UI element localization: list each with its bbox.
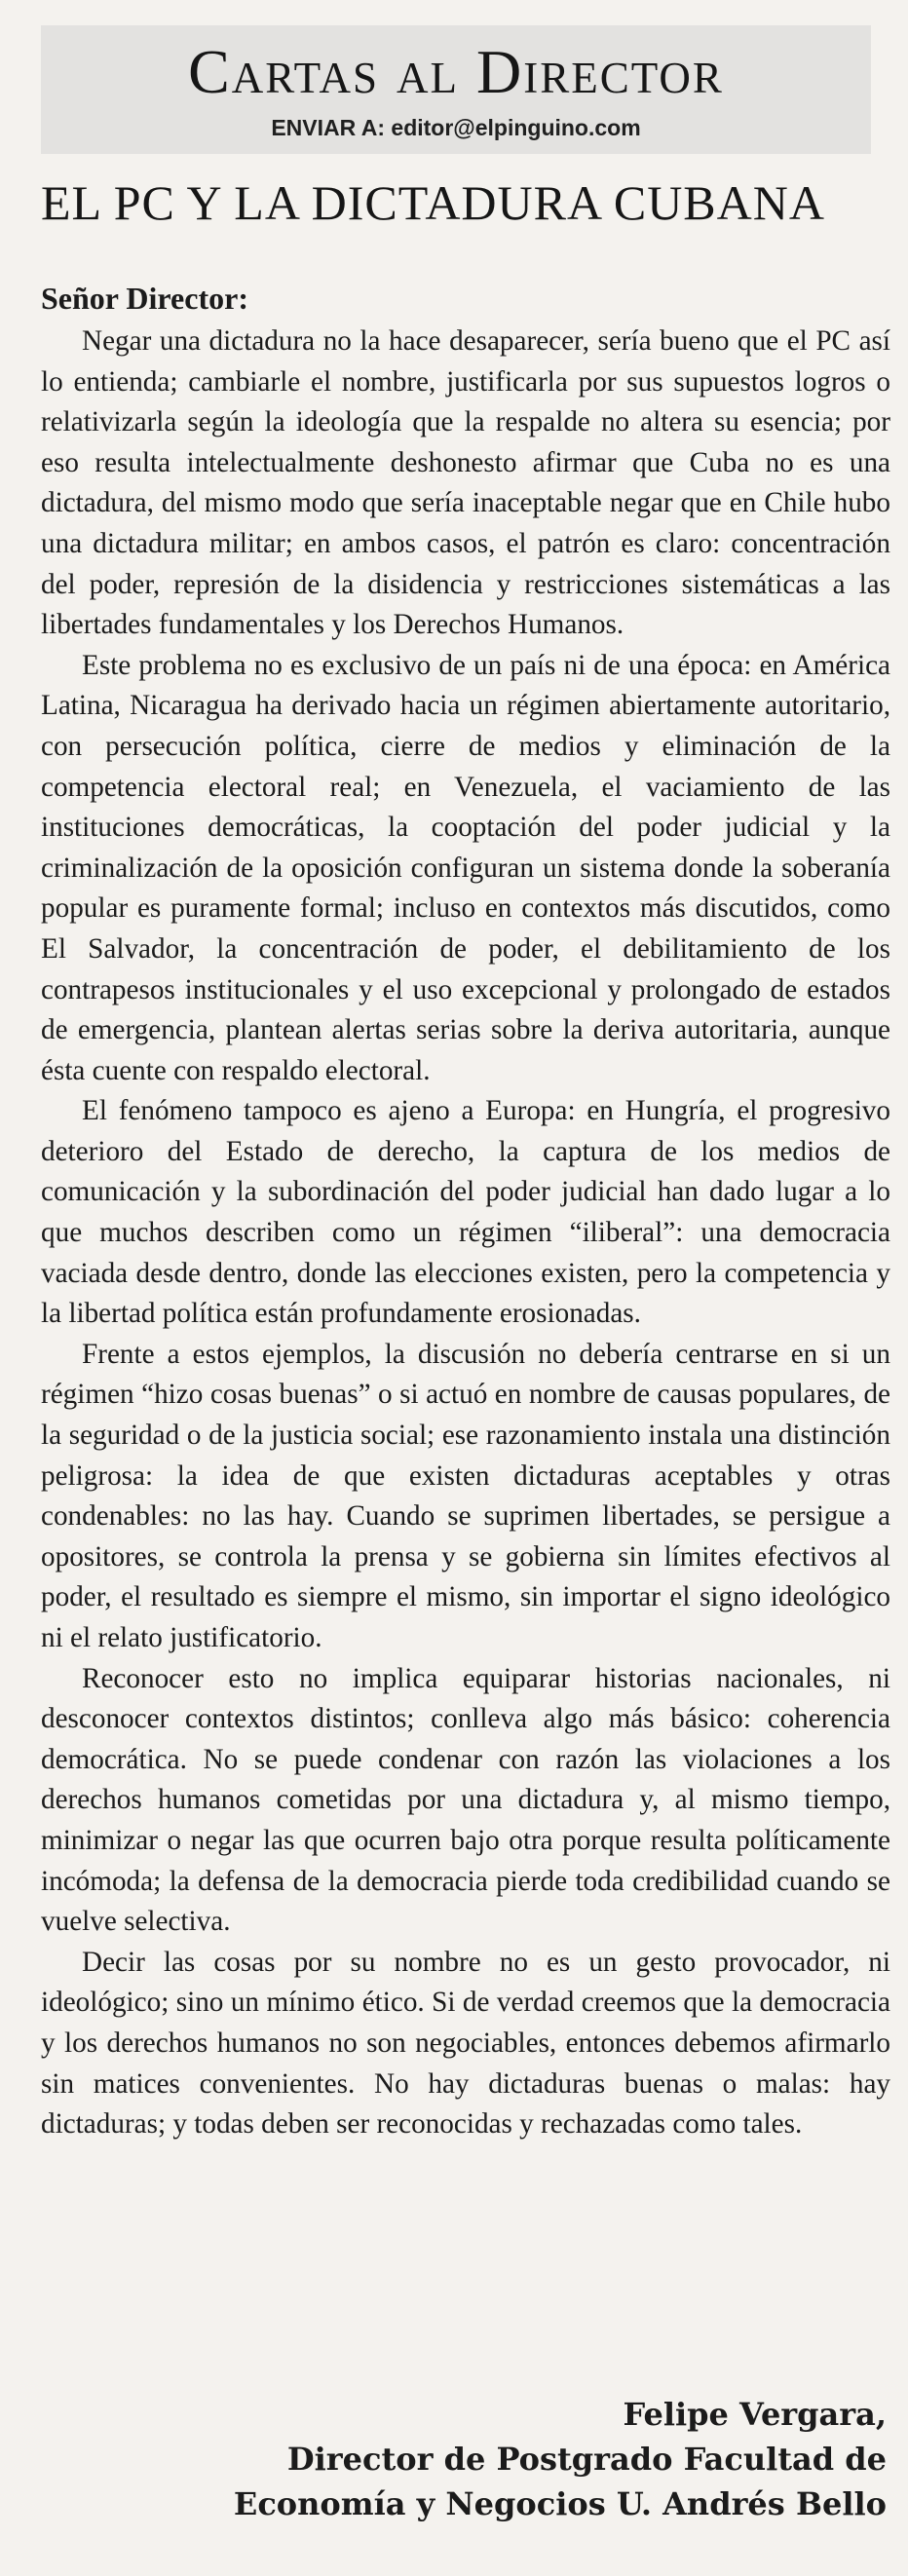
paragraph: El fenómeno tampoco es ajeno a Europa: en Hungría, el progresivo deterioro del Estado de derecho, la captura de los medios de comunicación y la subordinación del poder judicial han dado lugar a lo que muchos describen como un régimen “iliberal”: una democracia vaciada desde dentro, donde las elecciones existen, pero la competencia y la libertad política están profundamente erosionadas.: [41, 1095, 890, 1330]
paragraph: Frente a estos ejemplos, la discusión no debería centrarse en si un régimen “hizo cosas buenas” o si actuó en nombre de causas populares, de la seguridad o de la justicia social; ese razonamiento instala una distinción peligrosa: la idea de que existen dictaduras aceptables y otras condenables: no las hay. Cuando se suprimen libertades, se persigue a opositores, se controla la prensa y se gobierna sin límites efectivos al poder, el resultado es siempre el mismo, sin importar el signo ideológico ni el relato justificatorio.: [41, 1338, 890, 1653]
author-institution: Economía y Negocios U. Andrés Bello: [233, 2485, 887, 2522]
letter-body: [41, 322, 890, 2145]
paragraph: Reconocer esto no implica equiparar historias nacionales, ni desconocer contextos distintos; conlleva algo más básico: coherencia democrática. No se puede condenar con razón las violaciones a los derechos humanos cometidas por una dictadura y, al mismo tiempo, minimizar o negar las que ocurren bajo otra porque resulta políticamente incómoda; la defensa de la democracia pierde toda credibilidad cuando se vuelve selectiva.: [41, 1662, 890, 1938]
salutation: Señor Director:: [41, 281, 248, 316]
paragraph: Este problema no es exclusivo de un país ni de una época: en América Latina, Nicaragua ha derivado hacia un régimen abiertamente autoritario, con persecución política, cierre de medios y eliminación de la competencia electoral real; en Venezuela, el vaciamiento de las instituciones democráticas, la cooptación del poder judicial y la criminalización de la oposición configuran un sistema donde la soberanía popular es puramente formal; incluso en contextos más discutidos, como El Salvador, la concentración de poder, el debilitamiento de los contrapesos institucionales y el uso excepcional y prolongado de estados de emergencia, plantean alertas serias sobre la deriva autoritaria, aunque ésta cuente con respaldo electoral.: [41, 649, 890, 1086]
signature-block: [234, 2392, 887, 2526]
section-title: Cartas al Director: [188, 37, 724, 106]
author-role: Director de Postgrado Facultad de: [286, 2441, 887, 2478]
paragraph: Negar una dictadura no la hace desaparecer, sería bueno que el PC así lo entienda; cambiarle el nombre, justificarla por sus supuestos logros o relativizarla según la ideología que la respalde no altera su esencia; por eso resulta intelectualmente deshonesto afirmar que Cuba no es una dictadura, del mismo modo que sería inaceptable negar que en Chile hubo una dictadura militar; en ambos casos, el patrón es claro: concentración del poder, represión de la disidencia y restricciones sistemáticas a las libertades fundamentales y los Derechos Humanos.: [41, 325, 890, 641]
section-banner: [41, 25, 871, 154]
article-headline: EL PC Y LA DICTADURA CUBANA: [41, 175, 825, 230]
paragraph: Decir las cosas por su nombre no es un gesto provocador, ni ideológico; sino un mínimo ético. Si de verdad creemos que la democracia y los derechos humanos no son negociables, entonces debemos afirmarlo sin matices convenientes. No hay dictaduras buenas o malas: hay dictaduras; y todas deben ser reconocidas y rechazadas como tales.: [41, 1946, 890, 2140]
author-name: Felipe Vergara,: [623, 2396, 887, 2433]
submit-email: ENVIAR A: editor@elpinguino.com: [271, 115, 641, 140]
